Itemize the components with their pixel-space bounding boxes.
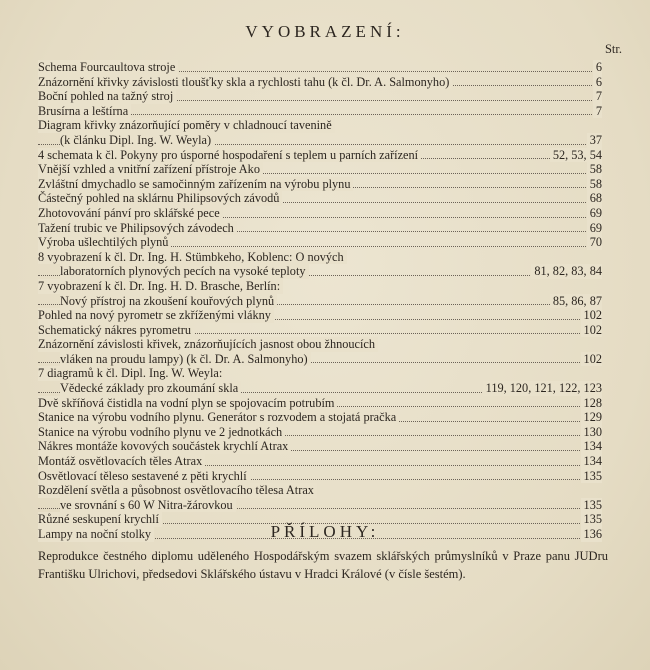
toc-entry-page: 85, 86, 87 <box>550 294 602 309</box>
toc-entry-title: vláken na proudu lampy) (k čl. Dr. A. Salmonyho) <box>60 352 311 367</box>
toc-entry <box>38 498 602 513</box>
toc-entry <box>38 118 602 133</box>
toc-entry-page: 81, 82, 83, 84 <box>531 264 602 279</box>
toc-entry-title: 7 diagramů k čl. Dipl. Ing. W. Weyla: <box>38 366 225 381</box>
toc-entry <box>38 250 602 265</box>
toc-entry <box>38 206 602 221</box>
toc-entry-title: (k článku Dipl. Ing. W. Weyla) <box>60 133 214 148</box>
toc-entry <box>38 162 602 177</box>
toc-entry-page: 58 <box>587 177 602 192</box>
toc-entry-page: 52, 53, 54 <box>550 148 602 163</box>
toc-entry-page: 134 <box>581 454 602 469</box>
toc-entry-page: 135 <box>581 498 602 513</box>
toc-entry <box>38 191 602 206</box>
toc-entry <box>38 323 602 338</box>
toc-entry-page: 129 <box>581 410 602 425</box>
toc-entry-title: Znázornění křivky závislosti tloušťky skla a rychlosti tahu (k čl. Dr. A. Salmonyho) <box>38 75 452 90</box>
toc-entry-page: 7 <box>593 104 602 119</box>
toc-entry-title: ve srovnání s 60 W Nitra-žárovkou <box>60 498 236 513</box>
toc-entry-title: Rozdělení světla a působnost osvětlovacího tělesa Atrax <box>38 483 317 498</box>
toc-entry <box>38 352 602 367</box>
toc-entry-page: 102 <box>581 352 602 367</box>
toc-entry-title: Montáž osvětlovacích těles Atrax <box>38 454 205 469</box>
toc-entry <box>38 104 602 119</box>
toc-entry-page: 70 <box>587 235 602 250</box>
toc-entry-title: 4 schemata k čl. Pokyny pro úsporné hospodaření s teplem u parních zařízení <box>38 148 421 163</box>
toc-entry-page: 58 <box>587 162 602 177</box>
toc-entry-title: Schema Fourcaultova stroje <box>38 60 178 75</box>
toc-entry-title: Schematický nákres pyrometru <box>38 323 194 338</box>
toc-entry-page: 69 <box>587 206 602 221</box>
toc-entry-page: 135 <box>581 512 602 527</box>
toc-entry-page: 68 <box>587 191 602 206</box>
toc-entry-title: Dvě skříňová čistidla na vodní plyn se spojovacím potrubím <box>38 396 337 411</box>
toc-entry <box>38 396 602 411</box>
toc-entry-title: Zhotovování pánví pro sklářské pece <box>38 206 223 221</box>
toc-entry-page: 69 <box>587 221 602 236</box>
toc-entry <box>38 381 602 396</box>
toc-entry-title: Výroba ušlechtilých plynů <box>38 235 171 250</box>
illustrations-list <box>38 60 602 542</box>
toc-entry <box>38 89 602 104</box>
toc-entry-page: 128 <box>581 396 602 411</box>
toc-entry <box>38 425 602 440</box>
toc-entry <box>38 133 602 148</box>
toc-entry-title: Osvětlovací těleso sestavené z pěti krychlí <box>38 469 250 484</box>
toc-entry <box>38 439 602 454</box>
toc-entry <box>38 410 602 425</box>
appendix-paragraph: Reprodukce čestného diplomu uděleného Hospodářským svazem sklářských průmyslníků v Praze panu JUDru Františku Ulrichovi, předsedovi Sklářského ústavu v Hradci Králové (v čísle šestém). <box>38 549 608 581</box>
toc-entry-title: Lampy na noční stolky <box>38 527 154 542</box>
toc-entry-title: Částečný pohled na sklárnu Philipsových závodů <box>38 191 282 206</box>
toc-entry <box>38 60 602 75</box>
toc-entry-page: 134 <box>581 439 602 454</box>
toc-entry-title: 7 vyobrazení k čl. Dr. Ing. H. D. Brasche, Berlín: <box>38 279 283 294</box>
toc-entry <box>38 469 602 484</box>
toc-entry <box>38 279 602 294</box>
toc-entry <box>38 454 602 469</box>
toc-entry <box>38 75 602 90</box>
toc-entry-title: Tažení trubic ve Philipsových závodech <box>38 221 237 236</box>
toc-entry <box>38 337 602 352</box>
illustrations-heading: VYOBRAZENÍ: <box>245 22 405 41</box>
toc-entry-title: Vnější vzhled a vnitřní zařízení přístroje Ako <box>38 162 263 177</box>
toc-entry <box>38 221 602 236</box>
toc-entry-page: 7 <box>593 89 602 104</box>
toc-entry <box>38 264 602 279</box>
toc-entry-page: 102 <box>581 308 602 323</box>
toc-entry-page: 136 <box>581 527 602 542</box>
toc-entry-title: Pohled na nový pyrometr se zkříženými vlákny <box>38 308 274 323</box>
toc-entry-title: Různé seskupení krychlí <box>38 512 162 527</box>
toc-entry-page: 102 <box>581 323 602 338</box>
toc-entry-title: Brusírna a leštírna <box>38 104 131 119</box>
toc-entry-title: Nový přístroj na zkoušení kouřových plynů <box>60 294 277 309</box>
toc-entry-title: laboratorních plynových pecích na vysoké teploty <box>60 264 309 279</box>
toc-entry-title: Stanice na výrobu vodního plynu ve 2 jednotkách <box>38 425 285 440</box>
toc-entry-title: Boční pohled na tažný stroj <box>38 89 176 104</box>
toc-entry-page: 37 <box>587 133 602 148</box>
toc-entry-title: Vědecké základy pro zkoumání skla <box>60 381 241 396</box>
toc-entry <box>38 366 602 381</box>
page-column-label: Str. <box>604 42 622 56</box>
toc-entry-title: 8 vyobrazení k čl. Dr. Ing. H. Stümbkeho, Koblenc: O nových <box>38 250 347 265</box>
toc-entry-title: Nákres montáže kovových součástek krychlí Atrax <box>38 439 291 454</box>
toc-entry-page: 6 <box>593 75 602 90</box>
toc-entry-page: 6 <box>593 60 602 75</box>
toc-entry-title: Diagram křivky znázorňující poměry v chladnoucí tavenině <box>38 118 335 133</box>
toc-entry <box>38 235 602 250</box>
toc-entry-title: Znázornění závislosti křivek, znázorňujících jasnost obou žhnoucích <box>38 337 378 352</box>
toc-entry <box>38 177 602 192</box>
toc-entry-page: 135 <box>581 469 602 484</box>
toc-entry-title: Zvláštní dmychadlo se samočinným zařízením na výrobu plynu <box>38 177 353 192</box>
toc-entry <box>38 294 602 309</box>
toc-entry-page: 130 <box>581 425 602 440</box>
toc-entry <box>38 148 602 163</box>
toc-entry-title: Stanice na výrobu vodního plynu. Generátor s rozvodem a stojatá pračka <box>38 410 399 425</box>
toc-entry <box>38 308 602 323</box>
appendix-heading: PŘÍLOHY: <box>270 522 380 541</box>
toc-entry <box>38 483 602 498</box>
toc-entry-page: 119, 120, 121, 122, 123 <box>483 381 602 396</box>
